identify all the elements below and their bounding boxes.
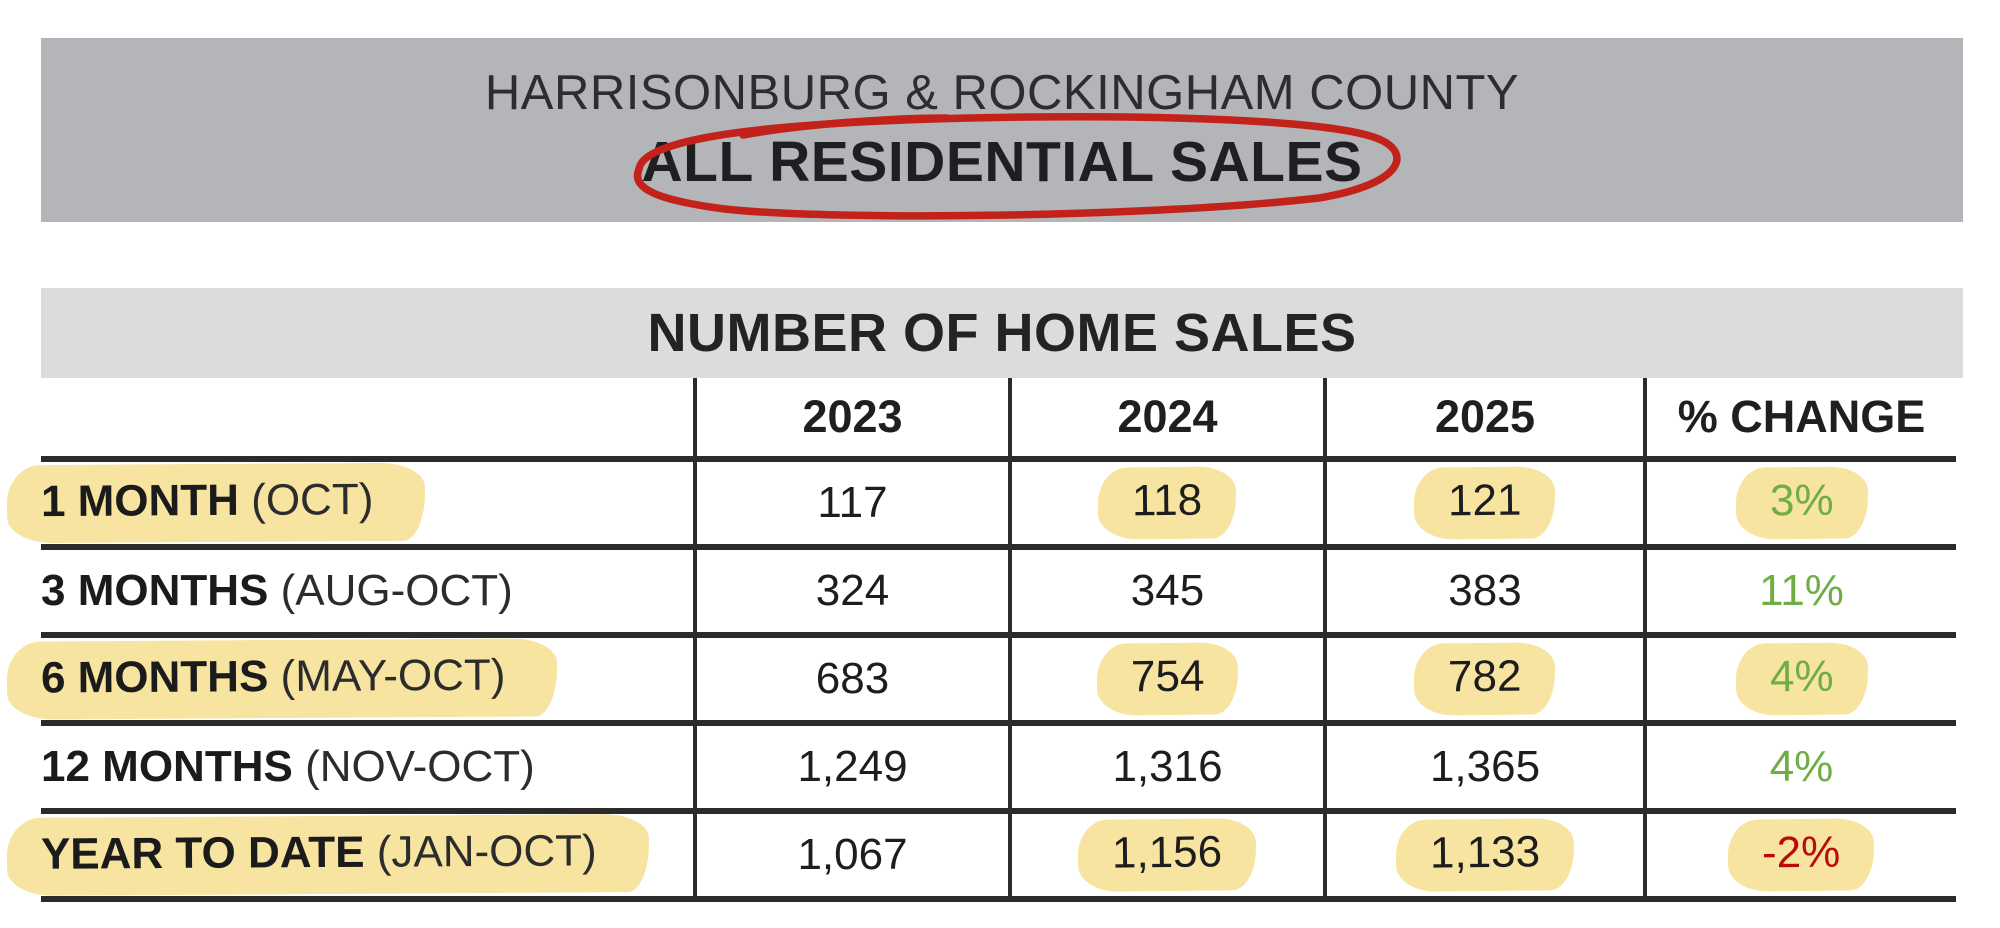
table-header-row [41,378,1956,459]
table-row-12-months [41,723,1956,811]
banner-county: HARRISONBURG & ROCKINGHAM COUNTY [484,66,1520,120]
value-2024: 1,316 [1112,742,1223,791]
table-row-year-to-date [41,811,1956,899]
value-2023: 324 [815,566,890,615]
row-label: 3 MONTHS (AUG-OCT) [41,566,513,615]
value-2025: 383 [1448,566,1522,615]
table-row-1-month [41,459,1956,547]
value-2023: 117 [817,478,888,527]
row-label: YEAR TO DATE (JAN-OCT) [7,814,649,896]
value-2023: 1,249 [797,742,908,791]
table-title-band [41,288,1963,378]
row-label: 12 MONTHS (NOV-OCT) [41,742,535,791]
home-sales-table [41,378,1956,902]
banner-title: ALL RESIDENTIAL SALES [641,130,1363,194]
value-2025: 782 [1414,642,1556,715]
report-banner [41,38,1963,222]
col-header-2024: 2024 [1010,378,1325,459]
value-2024: 1,156 [1078,818,1257,892]
value-pct-change: 3% [1735,466,1867,539]
value-2023: 683 [815,654,890,703]
value-pct-change: 11% [1759,566,1844,615]
value-2025: 1,133 [1396,818,1575,892]
col-header-pct-change: % CHANGE [1645,378,1956,459]
value-2024: 345 [1130,566,1205,615]
value-pct-change: 4% [1735,642,1867,715]
col-header-2025: 2025 [1325,378,1645,459]
value-2025: 121 [1414,466,1556,539]
table-row-3-months [41,547,1956,635]
row-label: 1 MONTH (OCT) [7,463,426,544]
col-header-blank [41,378,695,459]
table-title: NUMBER OF HOME SALES [647,303,1357,363]
value-2023: 1,067 [797,830,908,879]
value-2025: 1,365 [1429,742,1541,791]
row-label: 6 MONTHS (MAY-OCT) [7,638,558,719]
col-header-2023: 2023 [695,378,1010,459]
value-pct-change: 4% [1769,742,1834,791]
table-row-6-months [41,635,1956,723]
value-2024: 118 [1098,466,1237,539]
value-pct-change: -2% [1728,818,1875,892]
value-2024: 754 [1096,642,1238,715]
